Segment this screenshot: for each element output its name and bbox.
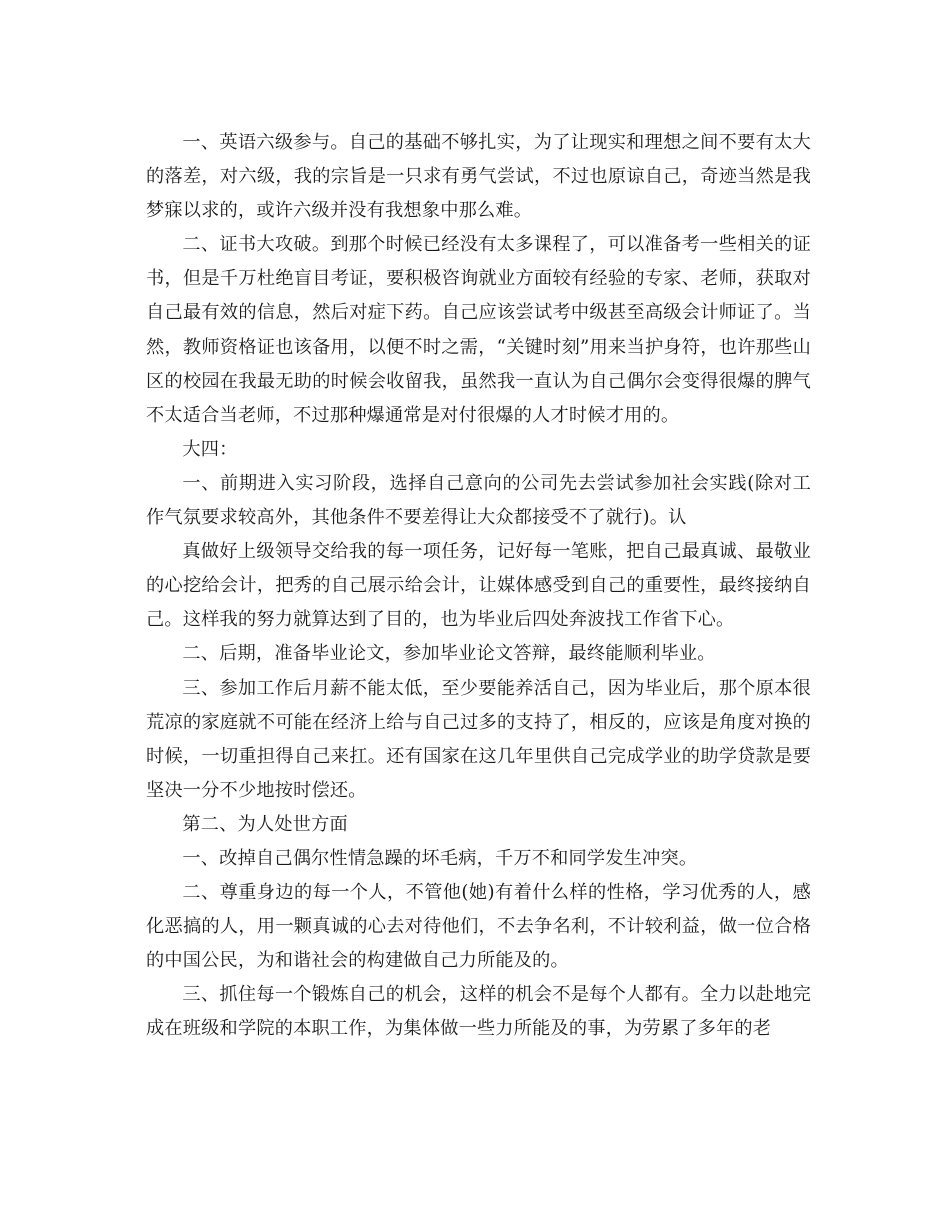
paragraph-senior-year-heading: 大四： <box>182 438 238 460</box>
paragraph-internship: 一、前期进入实习阶段，选择自己意向的公司先去尝试参加社会实践(除对工作气氛要求较高外，其他条件不要差得让大众都接受不了就行)。认 <box>146 472 811 529</box>
document-body <box>146 126 811 1047</box>
paragraph-conduct-heading: 第二、为人处世方面 <box>182 813 348 835</box>
paragraph-graduation: 二、后期，准备毕业论文，参加毕业论文答辩，最终能顺利毕业。 <box>182 643 716 665</box>
paragraph-opportunities: 三、抓住每一个锻炼自己的机会，这样的机会不是每个人都有。全力以赴地完成在班级和学院的本职工作，为集体做一些力所能及的事，为劳累了多年的老 <box>146 984 811 1040</box>
paragraph-work-salary: 三、参加工作后月薪不能太低，至少要能养活自己，因为毕业后，那个原本很荒凉的家庭就不可能在经济上给与自己过多的支持了，相反的，应该是角度对换的时候，一切重担得自己来扛。还有国家在这几年里供自己完成学业的助学贷款是要坚决一分不少地按时偿还。 <box>146 677 811 801</box>
paragraph-cet6: 一、英语六级参与。自己的基础不够扎实，为了让现实和理想之间不要有太大的落差，对六级，我的宗旨是一只求有勇气尝试，不过也原谅自己，奇迹当然是我梦寐以求的，或许六级并没有我想象中那么难。 <box>146 132 811 222</box>
paragraph-certificates: 二、证书大攻破。到那个时候已经没有太多课程了，可以准备考一些相关的证书，但是千万杜绝盲目考证，要积极咨询就业方面较有经验的专家、老师，获取对自己最有效的信息，然后对症下药。自己应该尝试考中级甚至高级会计师证了。当然，教师资格证也该备用，以便不时之需，“关键时刻”用来当护身符，也许那些山区的校园在我最无助的时候会收留我，虽然我一直认为自己偶尔会变得很爆的脾气不太适合当老师，不过那种爆通常是对付很爆的人才时候才用的。 <box>146 234 811 426</box>
paragraph-respect: 二、尊重身边的每一个人，不管他(她)有着什么样的性格，学习优秀的人，感化恶搞的人，用一颗真诚的心去对待他们，不去争名利，不计较利益，做一位合格的中国公民，为和谐社会的构建做自己力所能及的。 <box>146 882 811 972</box>
paragraph-temper: 一、改掉自己偶尔性情急躁的坏毛病，千万不和同学发生冲突。 <box>182 847 698 869</box>
paragraph-internship-continued: 真做好上级领导交给我的每一项任务，记好每一笔账，把自己最真诚、最敬业的心挖给会计，把秀的自己展示给会计，让媒体感受到自己的重要性，最终接纳自己。这样我的努力就算达到了目的，也为毕业后四处奔波找工作省下心。 <box>146 541 811 631</box>
